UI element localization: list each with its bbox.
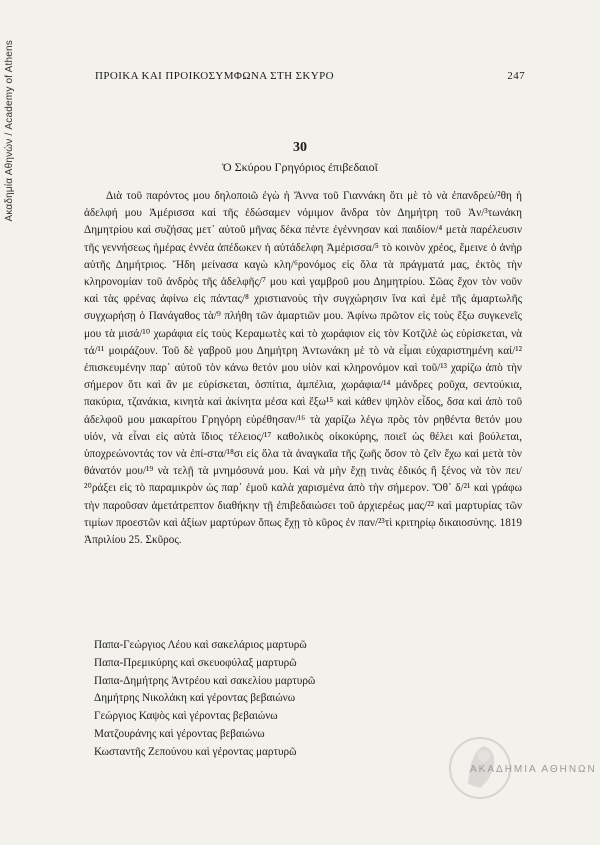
running-header: [95, 70, 525, 82]
document-heading: Ὁ Σκύρου Γρηγόριος ἐπιβεδαιοῖ: [222, 160, 378, 174]
body-paragraph: Διὰ τοῦ παρόντος μου δηλοποιῶ ἐγὼ ἡ Ἄννα τοῦ Γιαννάκη ὅτι μὲ τὸ νὰ ἐπανδρεύ/²θη ἡ ἀδελφή μου Ἀμέρισσα καὶ τῆς ἐδώσαμεν νόμιμον ἄνδρα τὸν Δημήτρη τοῦ Ἀν/³τωνάκη Δημητρίου καὶ συζήσας μετ᾽ αὐτοῦ μῆνας δέκα πέντε ἐγέννησαν καὶ παιδίον/⁴ μετὰ παρέλευσιν τῆς γεννήσεως ἡμέρας ἐννέα ἀπέδωκεν ἡ αὐτάδελφη Ἀμέρισσα/⁵ τὸ κοινὸν χρέος, ἔμεινε ὁ ἀνὴρ αὐτῆς Δημήτριος. Ἤδη μείνασα καγὼ κλη/⁶ρονόμος εἰς ὅλα τὰ πράγματά μας, ἐκτὸς τὴν κληρονομίαν τοῦ ἀνδρὸς τῆς ἀδελφῆς/⁷ μου καὶ γαμβροῦ μου Δημητρίου. Σῶας ἔχον τὸν νοῦν καὶ τὰς φρένας ἀφίνω εἰς πάντας/⁸ χριστιανοὺς τὴν συγχώρησιν ἵνα καὶ ἐμὲ τῆς ἁμαρτωλῆς συγχωρήσῃ ὁ Πανάγαθος τὰ/⁹ πλήθη τῶν ἁμαρτιῶν μου. Ἀφίνω πρῶτον εἰς τοὺς ἔξω συγκενεῖς μου τὰ μισά/¹⁰ χωράφια εἰς τοὺς Κεραμωτὲς καὶ τὸ χωράφιον εἰς τὸν Κοτζιλὲ ὡς εὑρίσκεται, νὰ τά/¹¹ μοιράζουν. Τοῦ δὲ γαβροῦ μου Δημήτρη Ἀντωνάκη μὲ τὸ νὰ εἶμαι εὐχαριστημένη καί/¹² ἐπισκευμένην παρ᾽ αὐτοῦ τὸν κάνω θετόν μου υἱὸν καὶ κληρονόμον καὶ τοῦ/¹³ χαρίζω ἀπὸ τὴν σήμερον ὅτι καὶ ἂν με εὑρίσκεται, ὀσπίτια, ἀμπέλια, χωράφια/¹⁴ μάνδρες ροῦχα, σεντούκια, πακύρια, τζανάκια, κινητὰ καὶ ἀκίνητα μέσα καὶ ἔξω¹⁵ καὶ κάθεν ψηλὸν εἶδος, δσα καὶ ἀπὸ τοῦ ἀδελφοῦ μου μακαρίτου Γρηγόρη εὑρέθησαν/¹⁶ τὰ χαρίζω λέγω πρὸς τὸν ρηθέντα θετόν μου υἱόν, νὰ εἶναι εἰς αὐτὰ ἴδιος τέλειος/¹⁷ καθολικὸς οἰκοκύρης, ποιεῖ ὡς θέλει καὶ βούλεται, ὑποχρεώνοντάς τον νὰ ἐπί-στα/¹⁸σι εἰς ὅλα τὰ ἀναγκαῖα τῆς ζωῆς ὅσον τὸ ζεῖν ἔχω καὶ μετὰ τὸν θάνατόν μου/¹⁹ νὰ τελῇ τὰ μνημόσυνά μου. Καὶ νὰ μὴν ἔχῃ τινὰς ἐδικός ἢ ξένος νὰ τὸν πει/²⁰ράξει εἰς τὸ παραμικρὸν ὡς παρ᾽ ἐμοῦ καλὰ χαρισμένα ἀπὸ τὴν σήμερον. Ὅθ᾽ δ/²¹ καὶ γράφω τὴν παροῦσαν ἀμετάτρεπτον διαθήκην τῇ ἐπιβεδαιώσει τοῦ ἀρχιερέως μας/²² καὶ μαρτυρίας τῶν τιμίων προεστῶν καὶ ἀξίων μαρτύρων ὅπως ἔχῃ τὸ κῦρος ἐν παν/²³τὶ κριτηρίῳ δικαιοσύνης. 1819 Ἀπριλίου 25. Σκῦρος.: [84, 190, 522, 547]
signature-line: Παπα-Πρεμικύρης καὶ σκευοφύλαξ μαρτυρῶ: [94, 656, 297, 669]
signature-list: [94, 637, 414, 762]
document-body: [84, 188, 522, 549]
document-number: 30: [293, 140, 307, 155]
signature-line: Δημήτρης Νικολάκη καὶ γέροντας βεβαιώνω: [94, 692, 296, 705]
signature-line: Παπα-Γεώργιος Λέου καὶ σακελάριος μαρτυρῶ: [94, 639, 307, 651]
signature-line: Ματζουράνης καὶ γέροντας βεβαιώνω: [94, 727, 265, 740]
page-number: 247: [507, 70, 525, 82]
signature-line: Κωσταντῆς Ζεπούνου καὶ γέροντας μαρτυρῶ: [94, 745, 297, 758]
stamp-text: ΑΚΑΔΗΜΙΑ ΑΘΗΝΩΝ: [470, 764, 597, 775]
signature-line: Παπα-Δημήτρης Ἀντρέου καὶ σακελίου μαρτυρῶ: [94, 674, 316, 687]
signature-line: Γεώργιος Καψὸς καὶ γέροντας βεβαιώνω: [94, 710, 278, 723]
running-title: ΠΡΟΙΚΑ ΚΑΙ ΠΡΟΙΚΟΣΥΜΦΩΝΑ ΣΤΗ ΣΚΥΡΟ: [95, 70, 334, 82]
side-watermark: Ακαδημία Αθηνών / Academy of Athens: [4, 40, 15, 222]
